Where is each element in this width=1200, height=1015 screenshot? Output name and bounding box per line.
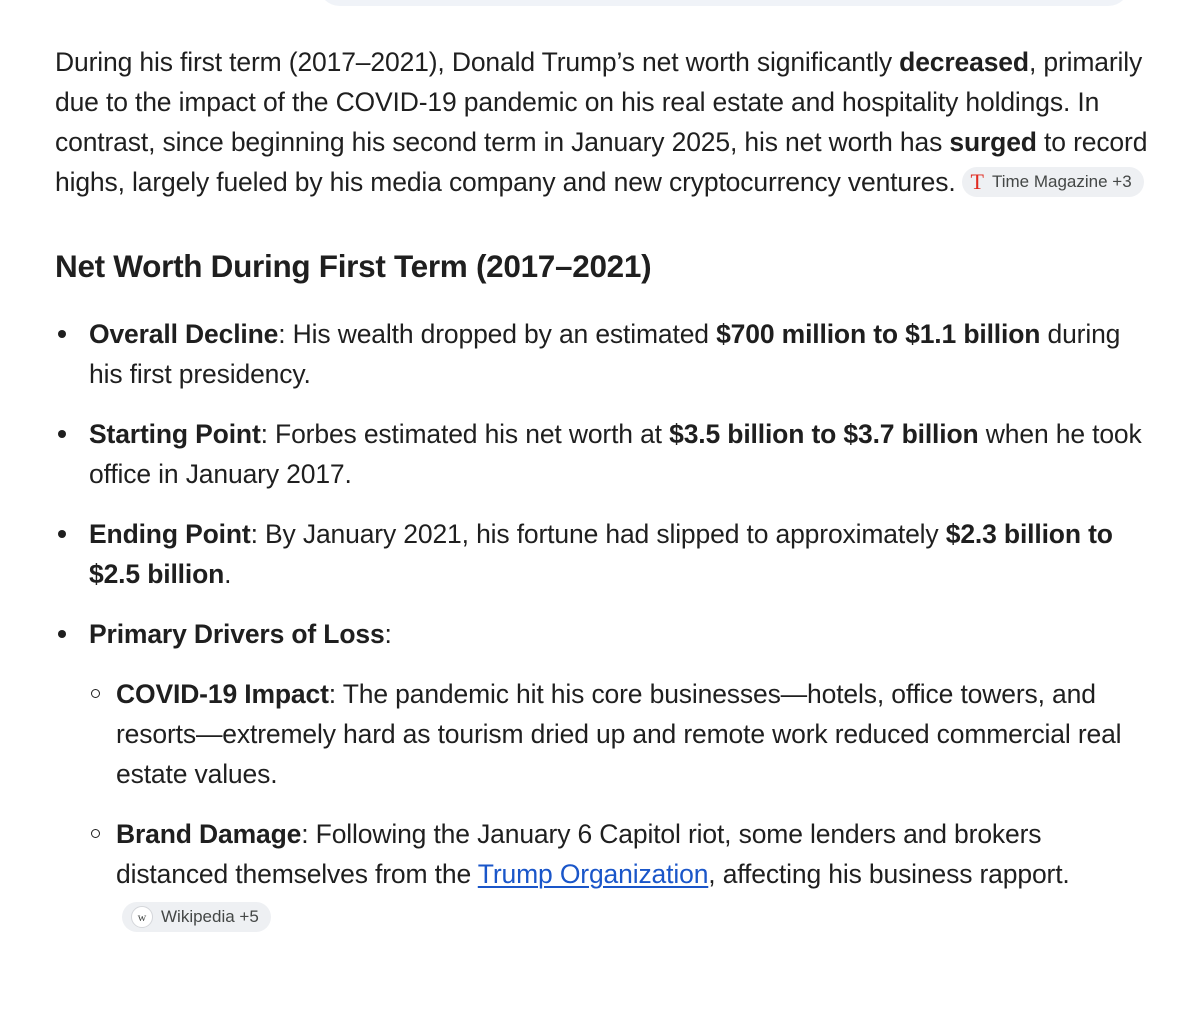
bullet-text: during his first presidency. xyxy=(89,319,1121,389)
wikipedia-icon: w xyxy=(131,906,153,928)
bullet-starting-point xyxy=(55,414,1155,494)
source-chip-time-magazine[interactable] xyxy=(962,167,1144,197)
bullet-bold-value: $2.3 billion to $2.5 billion xyxy=(89,519,1113,589)
sub-bullet-covid-impact xyxy=(89,674,1155,794)
bullet-dot xyxy=(58,430,66,438)
bullet-label: Ending Point xyxy=(89,519,251,549)
sub-bullet-text: : The pandemic hit his core businesses—hotels, office towers, and resorts—extremely hard as tourism dried up and remote work reduced commercial real estate values. xyxy=(116,679,1122,789)
bullet-label: Overall Decline xyxy=(89,319,279,349)
intro-bold-surged: surged xyxy=(949,127,1037,157)
response-content xyxy=(55,42,1155,954)
bullet-text: : His wealth dropped by an estimated xyxy=(278,319,717,349)
bullet-label: Primary Drivers of Loss xyxy=(89,619,385,649)
sub-bullet-ring xyxy=(91,829,100,838)
bullet-text: : xyxy=(384,619,392,649)
bullet-overall-decline xyxy=(55,314,1155,394)
sub-bullet-brand-damage xyxy=(89,814,1155,934)
section-heading: Net Worth During First Term (2017–2021) xyxy=(55,248,652,284)
sub-bullet-label: COVID-19 Impact xyxy=(116,679,329,709)
source-chip-label: Wikipedia +5 xyxy=(161,907,259,926)
source-chip-wikipedia[interactable] xyxy=(122,902,271,932)
sub-bullet-label: Brand Damage xyxy=(116,819,302,849)
bullet-text: . xyxy=(224,559,232,589)
intro-paragraph xyxy=(55,42,1155,202)
bullet-text: : By January 2021, his fortune had slipped to approximately xyxy=(250,519,946,549)
sub-bullet-ring xyxy=(91,689,100,698)
bullet-text: : Forbes estimated his net worth at xyxy=(260,419,670,449)
intro-text-1: During his first term (2017–2021), Donald Trump’s net worth significantly xyxy=(55,47,900,77)
bullet-dot xyxy=(58,530,66,538)
sub-bullet-text: : Following the January 6 Capitol riot, some lenders and brokers distanced themselves from the xyxy=(116,819,1042,889)
bullet-dot xyxy=(58,330,66,338)
sub-bullet-list xyxy=(89,674,1155,934)
sub-bullet-text: , affecting his business rapport. xyxy=(708,859,1070,889)
top-input-bar-edge xyxy=(318,0,1130,6)
bullet-bold-value: $3.5 billion to $3.7 billion xyxy=(669,419,979,449)
bullet-primary-drivers xyxy=(55,614,1155,934)
bullet-text: when he took office in January 2017. xyxy=(89,419,1142,489)
bullet-dot xyxy=(58,630,66,638)
time-magazine-icon: T xyxy=(970,169,984,194)
intro-text-2: , primarily due to the impact of the COVID-19 pandemic on his real estate and hospitality holdings. In contrast, since beginning his second term in January 2025, his net worth has xyxy=(55,47,1143,157)
intro-text-3: to record highs, largely fueled by his media company and new cryptocurrency ventures. xyxy=(55,127,1148,197)
bullet-ending-point xyxy=(55,514,1155,594)
bullet-list xyxy=(55,314,1155,934)
trump-organization-link[interactable]: Trump Organization xyxy=(477,859,709,889)
bullet-label: Starting Point xyxy=(89,419,261,449)
source-chip-label: Time Magazine +3 xyxy=(991,172,1132,191)
bullet-bold-value: $700 million to $1.1 billion xyxy=(716,319,1041,349)
intro-bold-decreased: decreased xyxy=(899,47,1029,77)
